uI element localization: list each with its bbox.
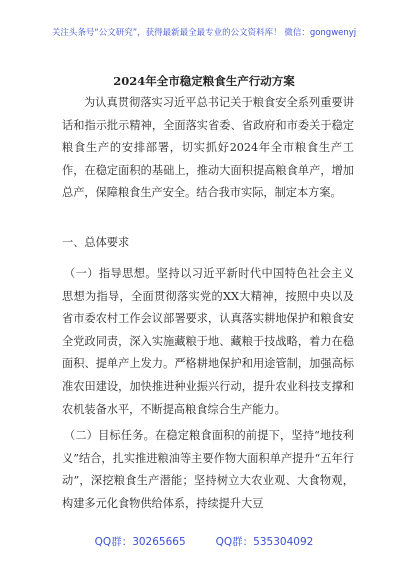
target-task-paragraph: （二）目标任务。在稳定粮食面积的前提下，坚持“地技利义”结合，扎实推进粮油等主要作物大面积单产提升“五年行动”，深挖粮食生产潜能；坚持树立大农业观、大食物观，构建多元化食物供给体系，持续提升大豆 xyxy=(62,429,354,510)
document-title: 2024年全市稳定粮食生产行动方案 xyxy=(113,74,295,88)
intro-paragraph: 为认真贯彻落实习近平总书记关于粮食安全系列重要讲话和指示批示精神，全面落实省委、省政府和市委关于稳定粮食生产的安排部署，切实抓好2024年全市粮食生产工作，在稳定面积的基础上，推动大面积提高粮食单产，增加总产，保障粮食生产安全。结合我市实际，制定本方案。 xyxy=(62,96,354,200)
section-heading: 一、总体要求 xyxy=(62,236,130,249)
footer-qq-group-2: QQ群：535304092 xyxy=(215,536,314,548)
guiding-thought-paragraph: （一）指导思想。坚持以习近平新时代中国特色社会主义思想为指导，全面贯彻落实党的XX大精神，按照中央以及省市委农村工作会议部署要求，认真落实耕地保护和粮食安全党政同责，深入实施藏粮于地、藏粮于技战略，着力在稳面积、提单产上发力。严格耕地保护和用途管制，加强高标准农田建设，加快推进种业振兴行动，提升农业科技支撑和农机装备水平，不断提高粮食综合生产能力。 xyxy=(62,267,354,416)
footer-qq-groups xyxy=(0,534,408,549)
footer-qq-group-1: QQ群：30265665 xyxy=(94,536,186,548)
header-banner: 关注头条号“公文研究”，获得最新最全最专业的公文资料库！ 微信：gongwenyj xyxy=(51,28,357,38)
